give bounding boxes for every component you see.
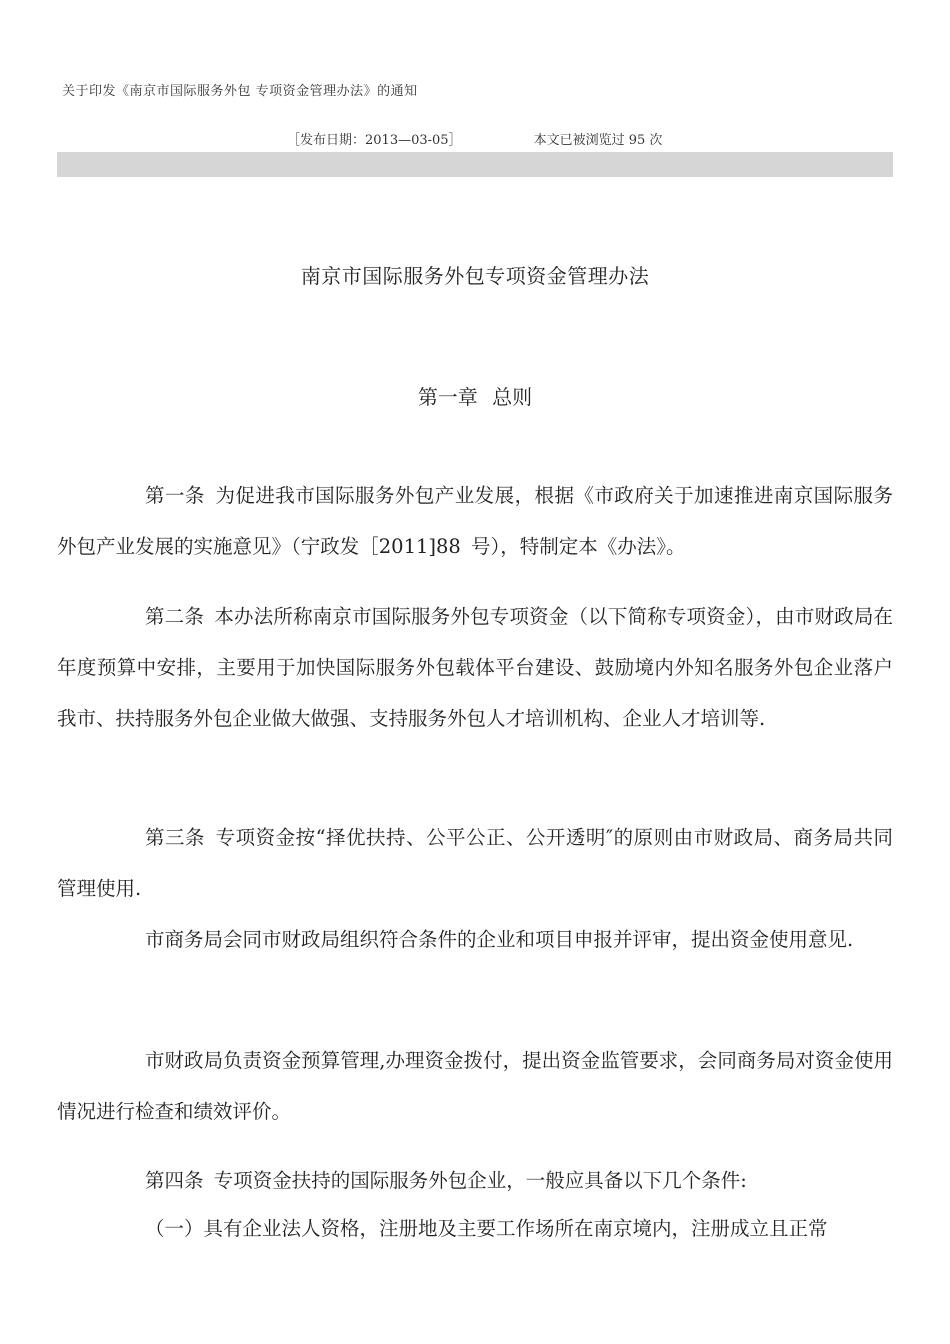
article-4-paragraph: 第四条 专项资金扶持的国际服务外包企业，一般应具备以下几个条件: <box>145 1169 747 1192</box>
view-count: 本文已被浏览过 95 次 <box>533 133 663 148</box>
article-1-paragraph: 第一条 为促进我市国际服务外包产业发展，根据《市政府关于加速推进南京国际服务外包产业发展的实施意见》（宁政发［2011]88 号），特制定本《办法》。 <box>57 484 893 558</box>
header-divider-bar <box>57 152 893 177</box>
publish-date: ［发布日期：2013—03-05］ <box>287 133 462 148</box>
publish-meta-row <box>287 129 662 148</box>
article-3-paragraph: 第三条 专项资金按“择优扶持、公平公正、公开透明″的原则由市财政局、商务局共同管理使用. <box>57 826 893 900</box>
finance-bureau-paragraph: 市财政局负责资金预算管理,办理资金拨付，提出资金监管要求，会同商务局对资金使用情况进行检查和绩效评价。 <box>57 1049 893 1123</box>
notice-header-title: 关于印发《南京市国际服务外包 专项资金管理办法》的通知 <box>62 84 418 99</box>
condition-1-paragraph: （一）具有企业法人资格，注册地及主要工作场所在南京境内，注册成立且正常 <box>145 1217 828 1240</box>
document-title: 南京市国际服务外包专项资金管理办法 <box>300 264 650 288</box>
commerce-bureau-paragraph: 市商务局会同市财政局组织符合条件的企业和项目申报并评审，提出资金使用意见. <box>145 928 854 951</box>
article-2-paragraph: 第二条 本办法所称南京市国际服务外包专项资金（以下简称专项资金），由市财政局在年度预算中安排，主要用于加快国际服务外包载体平台建设、鼓励境内外知名服务外包企业落户我市、扶持服务外包企业做大做强、支持服务外包人才培训机构、企业人才培训等. <box>57 605 893 730</box>
chapter-heading: 第一章 总则 <box>417 385 533 409</box>
